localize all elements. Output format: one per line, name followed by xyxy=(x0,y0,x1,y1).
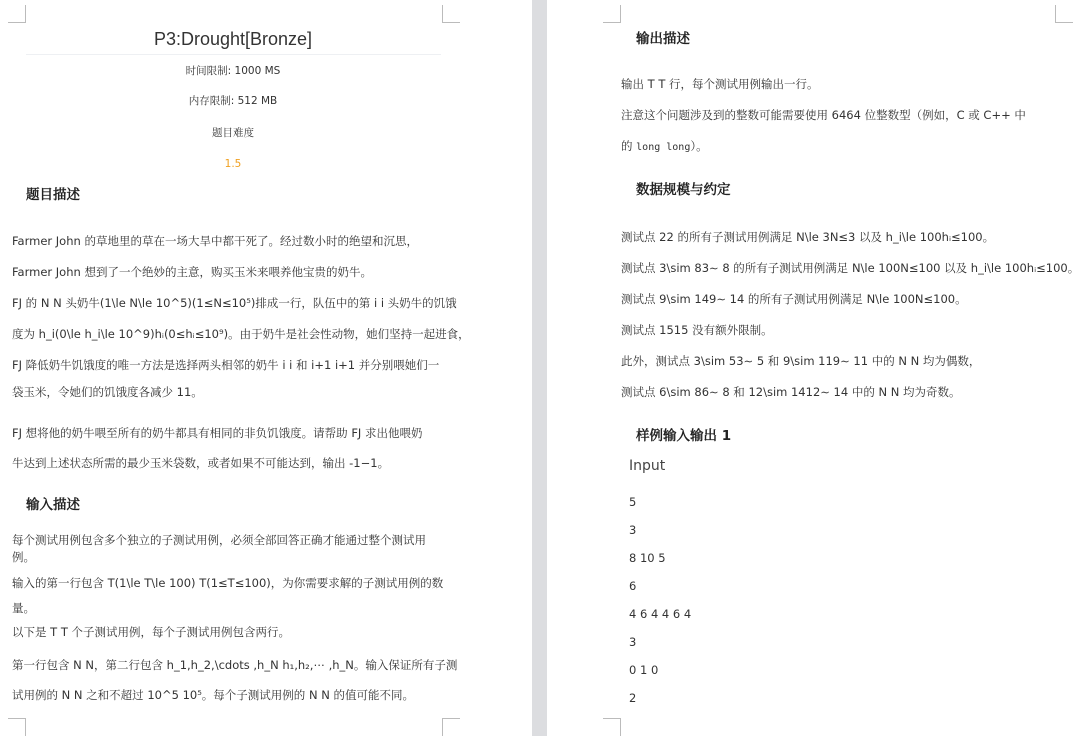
description-line: FJ 想将他的奶牛喂至所有的奶牛都具有相同的非负饥饿度。请帮助 FJ 求出他喂奶 xyxy=(12,426,423,440)
document-page-2 xyxy=(547,0,1080,736)
sample-line: 3 xyxy=(629,635,637,649)
page-corner-mark xyxy=(1055,5,1073,23)
output-heading: 输出描述 xyxy=(636,31,690,47)
memory-limit: 内存限制: 512 MB xyxy=(188,95,278,107)
description-line: FJ 降低奶牛饥饿度的唯一方法是选择两头相邻的奶牛 i i 和 i+1 i+1 并分别喂她们一 xyxy=(12,358,440,372)
sample-line: 4 6 4 4 6 4 xyxy=(629,607,692,621)
output-line-text: 的 xyxy=(621,139,633,153)
scale-line: 测试点 9\sim 149∼ 14 的所有子测试用例满足 N\le 100N≤100。 xyxy=(621,292,967,306)
sample-line: 8 10 5 xyxy=(629,551,666,565)
description-line: Farmer John 的草地里的草在一场大旱中都干死了。经过数小时的绝望和沉思， xyxy=(12,234,418,248)
scale-line: 测试点 3\sim 83∼ 8 的所有子测试用例满足 N\le 100N≤100 以及 h_i\le 100hᵢ≤100。 xyxy=(621,261,1080,275)
description-heading: 题目描述 xyxy=(26,187,80,203)
sample-line: 2 xyxy=(629,691,637,705)
input-line: 例。 xyxy=(12,550,35,564)
sample-input-label: Input xyxy=(629,458,666,474)
description-line: FJ 的 N N 头奶牛(1\le N\le 10^5)(1≤N≤10⁵)排成一行，队伍中的第 i i 头奶牛的饥饿 xyxy=(12,296,457,310)
sample-line: 5 xyxy=(629,495,637,509)
output-line-tail: ）。 xyxy=(690,139,708,153)
input-line: 量。 xyxy=(12,601,35,615)
description-line: 度为 h_i(0\le h_i\le 10^9)hᵢ(0≤hᵢ≤10⁹)。由于奶牛是社会性动物，她们坚持一起进食， xyxy=(12,327,470,341)
input-line: 每个测试用例包含多个独立的子测试用例，必须全部回答正确才能通过整个测试用 xyxy=(12,533,426,547)
input-line: 输入的第一行包含 T(1\le T\le 100) T(1≤T≤100)，为你需要求解的子测试用例的数 xyxy=(12,576,444,590)
difficulty-value: 1.5 xyxy=(224,158,242,170)
page-gutter xyxy=(532,0,547,736)
output-line: 注意这个问题涉及到的整数可能需要使用 6464 位整数型（例如，C 或 C++ 中 xyxy=(621,108,1026,122)
input-line: 试用例的 N N 之和不超过 10^5 10⁵。每个子测试用例的 N N 的值可能不同。 xyxy=(12,688,414,702)
input-line: 以下是 T T 个子测试用例，每个子测试用例包含两行。 xyxy=(12,625,291,639)
page-corner-mark xyxy=(8,5,26,23)
output-line xyxy=(621,138,708,156)
sample-heading: 样例输入输出 1 xyxy=(636,428,732,444)
output-line: 输出 T T 行，每个测试用例输出一行。 xyxy=(621,77,819,91)
code-long-long: long long xyxy=(636,142,691,153)
scale-line: 此外，测试点 3\sim 53∼ 5 和 9\sim 119∼ 11 中的 N N 均为偶数， xyxy=(621,354,981,368)
sample-line: 0 1 0 xyxy=(629,663,659,677)
title-divider xyxy=(26,54,441,55)
document-page-1 xyxy=(0,0,532,736)
page-corner-mark xyxy=(442,718,460,736)
page-corner-mark xyxy=(442,5,460,23)
problem-title: P3:Drought[Bronze] xyxy=(153,29,313,49)
time-limit: 时间限制: 1000 MS xyxy=(185,65,281,77)
difficulty-label: 题目难度 xyxy=(212,127,254,139)
page-corner-mark xyxy=(603,5,621,23)
scale-line: 测试点 1515 没有额外限制。 xyxy=(621,323,773,337)
sample-line: 6 xyxy=(629,579,637,593)
description-line: 牛达到上述状态所需的最少玉米袋数，或者如果不可能达到，输出 -1−1。 xyxy=(12,456,390,470)
sample-line: 3 xyxy=(629,523,637,537)
input-line: 第一行包含 N N，第二行包含 h_1,h_2,\cdots ,h_N h₁,h₂,⋯ ,h_N。输入保证所有子测 xyxy=(12,658,458,672)
description-line: Farmer John 想到了一个绝妙的主意，购买玉米来喂养他宝贵的奶牛。 xyxy=(12,265,372,279)
scale-heading: 数据规模与约定 xyxy=(636,182,731,198)
page-corner-mark xyxy=(603,718,621,736)
scale-line: 测试点 22 的所有子测试用例满足 N\le 3N≤3 以及 h_i\le 100hᵢ≤100。 xyxy=(621,230,995,244)
input-heading: 输入描述 xyxy=(26,497,80,513)
page-corner-mark xyxy=(8,718,26,736)
description-line: 袋玉米，令她们的饥饿度各减少 11。 xyxy=(12,385,203,399)
scale-line: 测试点 6\sim 86∼ 8 和 12\sim 1412∼ 14 中的 N N 均为奇数。 xyxy=(621,385,961,399)
